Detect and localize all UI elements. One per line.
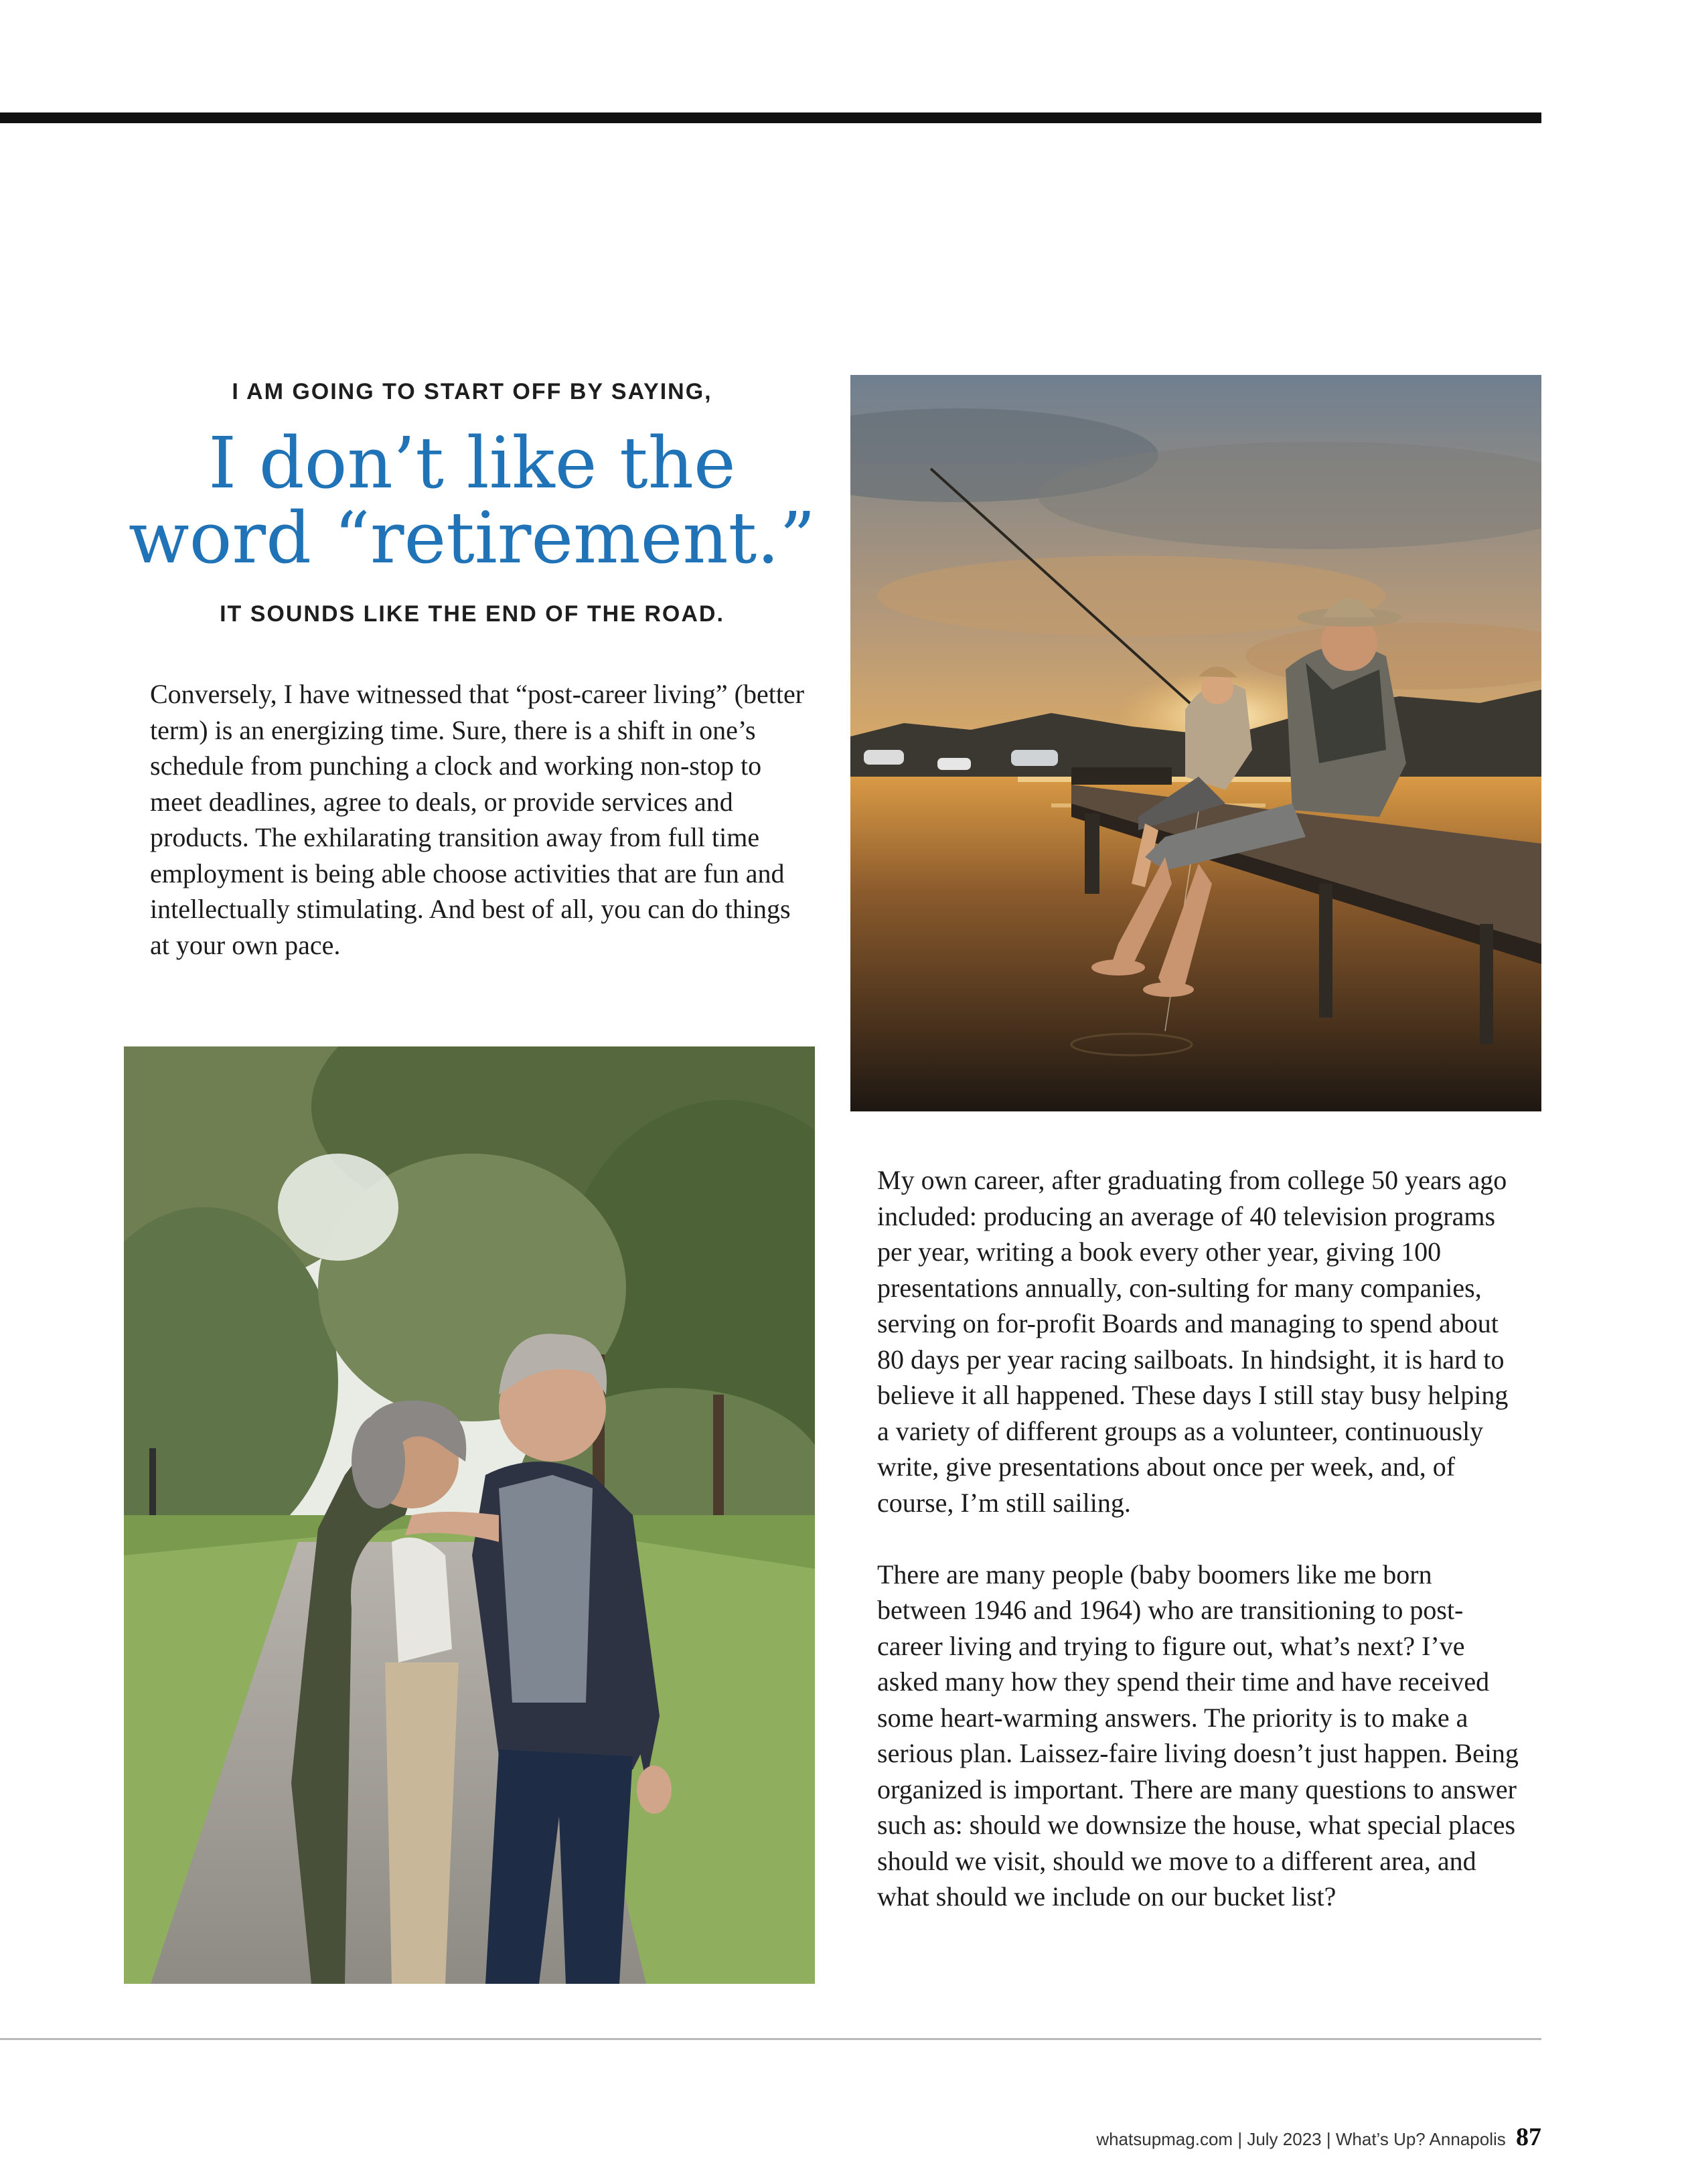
- paragraph-2: My own career, after graduating from college 50 years ago included: producing an average of 40 television programs per year, writing a book every other year, giving 100 presentations annually, con-sulting for many companies, serving on for-profit Boards and managing to spend about 80 days per year racing sailboats. In hindsight, it is hard to believe it all happened. These days I still stay busy helping a variety of different groups as a volunteer, continuously write, give presentations about once per week, and, of course, I’m still sailing.: [877, 1165, 1509, 1518]
- footer-separator: |: [1326, 2129, 1331, 2149]
- kicker-top: I AM GOING TO START OFF BY SAYING,: [232, 379, 712, 404]
- fishing-photo: [850, 375, 1541, 1111]
- page-footer: [1096, 2122, 1541, 2152]
- article-column-2: [877, 1162, 1520, 1915]
- headline: [107, 422, 837, 579]
- couple-walking-photo: [124, 1046, 815, 1984]
- kicker-bottom: IT SOUNDS LIKE THE END OF THE ROAD.: [220, 601, 724, 627]
- footer-separator: |: [1237, 2129, 1243, 2149]
- top-rule: [0, 112, 1541, 123]
- page-number: 87: [1516, 2123, 1541, 2151]
- headline-line-2: word “retirement.”: [128, 497, 816, 579]
- intro-paragraph: Conversely, I have witnessed that “post-career living” (better term) is an energizing time. Sure, there is a shift in one’s schedule from punching a clock and working non-stop to meet deadlines, agree to deals, or provide services and products. The exhilarating transition away from full time employment is being able choose activities that are fun and intellectually stimulating. And best of all, you can do things at your own pace.: [150, 679, 805, 960]
- paragraph-3: There are many people (baby boomers like me born between 1946 and 1964) who are transitioning to post-career living and trying to figure out, what’s next? I’ve asked many how they spend their time and have received some heart-warming answers. The priority is to make a serious plan. Laissez-faire living doesn’t just happen. Being organized is important. There are many questions to answer such as: should we downsize the house, what special places should we visit, should we move to a different area, and what should we include on our bucket list?: [877, 1559, 1519, 1912]
- bottom-rule: [0, 2038, 1541, 2040]
- headline-line-1: I don’t like the: [208, 422, 736, 504]
- footer-issue: July 2023: [1247, 2129, 1322, 2149]
- footer-publication: What’s Up? Annapolis: [1335, 2129, 1506, 2149]
- footer-site: whatsupmag.com: [1096, 2129, 1233, 2149]
- intro-column: [150, 676, 806, 963]
